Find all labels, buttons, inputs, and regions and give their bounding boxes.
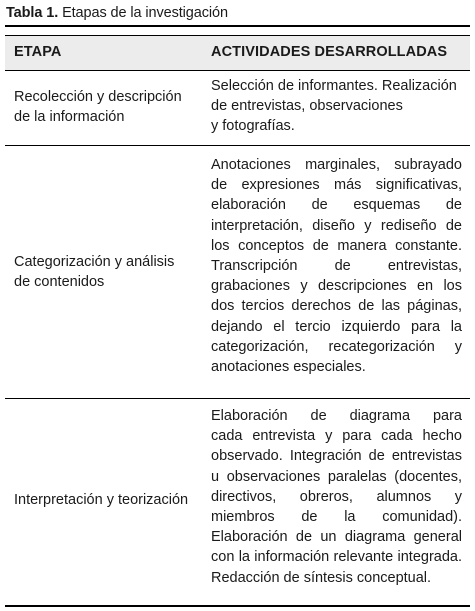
row-divider — [5, 398, 470, 399]
activity-line: anotaciones especiales. — [211, 359, 366, 376]
activity-line: observado. Integración de entrevistas — [211, 448, 462, 465]
stage-line: Categorización y análisis — [14, 254, 175, 270]
stage-line: de la información — [14, 109, 125, 126]
header-actividades: ACTIVIDADES DESARROLLADAS — [211, 44, 448, 60]
activity-line: miembros de la comunidad). — [211, 509, 462, 526]
table-row-2-activities — [211, 155, 462, 377]
activity-line: grabaciones y descripciones en los — [211, 278, 462, 295]
stage-line: de contenidos — [14, 274, 105, 291]
activity-line: Selección de informantes. Realización — [211, 78, 457, 94]
bottom-rule — [5, 605, 470, 607]
activity-line: de expresiones más significativas, — [211, 177, 462, 194]
caption-label: Tabla 1. — [6, 5, 59, 21]
activity-line: Elaboración de un diagrama general — [211, 529, 462, 546]
table-row-2-stage — [14, 252, 199, 292]
table-row-3-stage — [14, 490, 199, 510]
caption-text: Etapas de la investigación — [62, 5, 228, 21]
activity-line: interpretación, diseño y rediseño de — [211, 217, 462, 234]
activity-line: Transcripción de entrevistas, — [211, 258, 462, 275]
stage-line: Interpretación y teorización — [14, 492, 189, 508]
activity-line: y fotografías. — [211, 118, 295, 135]
activity-line: directivos, obreros, alumnos y — [211, 488, 462, 505]
activity-line: Anotaciones marginales, subrayado — [211, 157, 462, 173]
activity-line: Elaboración de diagrama para — [211, 408, 462, 424]
top-rule — [5, 25, 470, 27]
activity-line: dejando el tercio izquierdo para la — [211, 318, 462, 335]
row-divider — [5, 145, 470, 146]
activity-line: de entrevistas, observaciones — [211, 98, 403, 115]
table-row-1-stage — [14, 87, 199, 127]
activity-line: categorización, recategorización y — [211, 338, 462, 355]
table-row-3-activities — [211, 406, 462, 588]
stage-line: Recolección y descripción — [14, 89, 182, 105]
activity-line: Redacción de síntesis conceptual. — [211, 569, 432, 586]
table-caption — [6, 4, 228, 22]
table-row-1-activities — [211, 76, 462, 137]
header-bottom-rule — [5, 70, 470, 71]
activity-line: dos tercios derechos de las páginas, — [211, 298, 462, 315]
header-etapa: ETAPA — [14, 44, 62, 60]
activity-line: cada entrevista y para cada hecho — [211, 428, 462, 445]
activity-line: u observaciones paralelas (docentes, — [211, 468, 462, 485]
activity-line: con la información relevante integrada. — [211, 549, 462, 566]
activity-line: elaboración de esquemas de — [211, 197, 462, 214]
activity-line: los conceptos de manera constante. — [211, 237, 462, 254]
